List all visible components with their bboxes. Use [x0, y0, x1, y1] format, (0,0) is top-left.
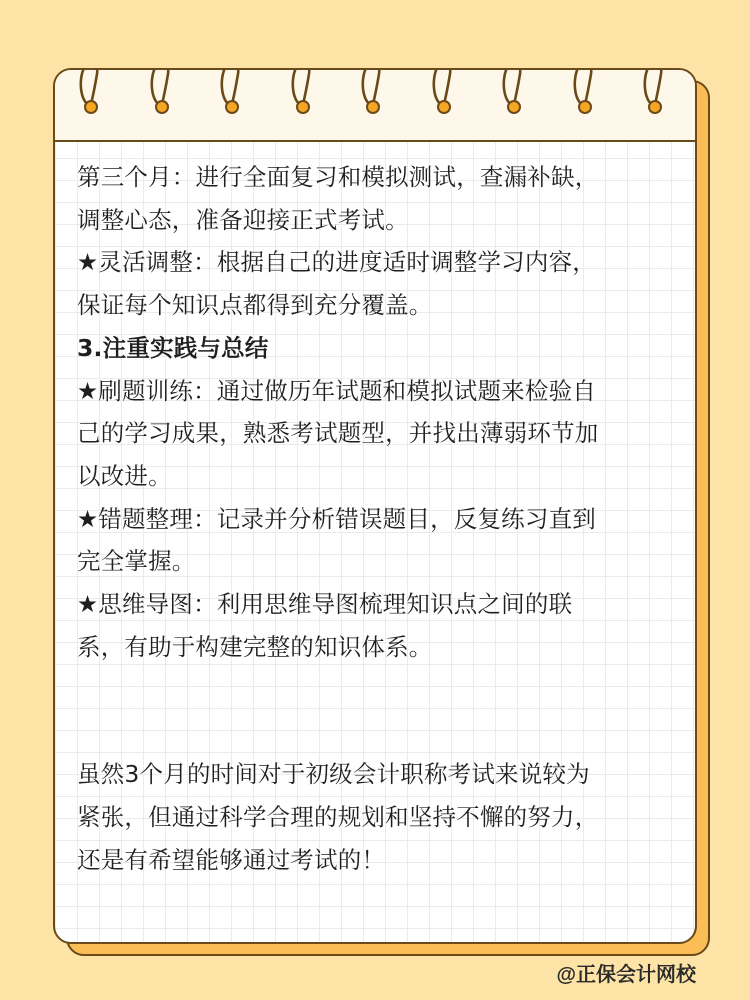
- text-line: 保证每个知识点都得到充分覆盖。: [77, 291, 433, 320]
- brand-watermark: @正保会计网校: [556, 964, 696, 986]
- text-line: 调整心态，准备迎接正式考试。: [77, 205, 409, 234]
- text-line: 以改进。: [77, 461, 172, 490]
- spiral-ring-icon: [289, 68, 315, 116]
- text-line: 己的学习成果，熟悉考试题型，并找出薄弱环节加: [77, 419, 599, 448]
- notebook-content: [77, 156, 677, 882]
- text-line: ★思维导图：利用思维导图梳理知识点之间的联: [77, 590, 573, 619]
- text-line: ★刷题训练：通过做历年试题和模拟试题来检验自: [77, 376, 596, 405]
- text-line: ★错题整理：记录并分析错误题目，反复练习直到: [77, 504, 596, 533]
- notebook-page: [53, 68, 697, 944]
- spiral-ring-icon: [571, 68, 597, 116]
- spiral-ring-icon: [500, 68, 526, 116]
- text-line: ★灵活调整：根据自己的进度适时调整学习内容，: [77, 248, 596, 277]
- spacer: [77, 668, 677, 753]
- closing-line: 还是有希望能够通过考试的！: [77, 845, 386, 874]
- section-heading: 3.注重实践与总结: [77, 333, 269, 362]
- text-line: 第三个月：进行全面复习和模拟测试，查漏补缺，: [77, 163, 599, 191]
- spiral-ring-icon: [359, 68, 385, 116]
- text-line: 完全掌握。: [77, 547, 196, 576]
- spiral-ring-icon: [641, 68, 667, 116]
- spiral-ring-icon: [77, 68, 103, 116]
- text-line: 系，有助于构建完整的知识体系。: [77, 632, 433, 661]
- spiral-ring-icon: [430, 68, 456, 116]
- spiral-ring-icon: [218, 68, 244, 116]
- spiral-ring-icon: [148, 68, 174, 116]
- closing-line: 虽然3个月的时间对于初级会计职称考试来说较为: [77, 760, 590, 789]
- closing-line: 紧张，但通过科学合理的规划和坚持不懈的努力，: [77, 803, 599, 832]
